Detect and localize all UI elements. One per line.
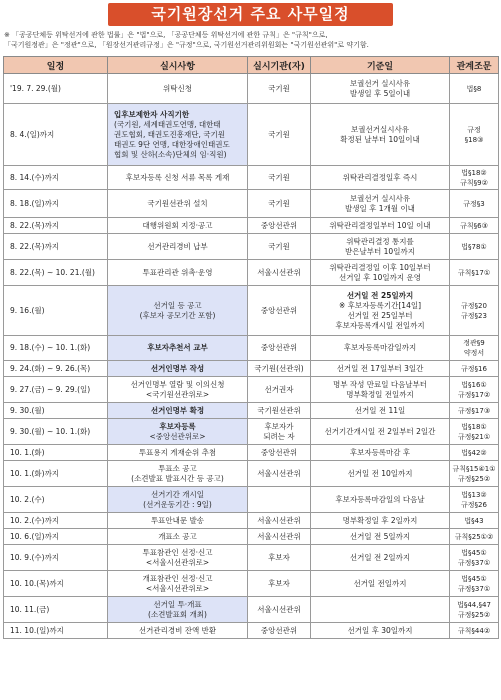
table-row xyxy=(4,286,499,336)
task-line: (국기원, 세계태권도연맹, 대한태 xyxy=(114,119,221,129)
task-line: (선거운동기간 : 9일) xyxy=(143,499,212,509)
agency-line: 서울시선관위 xyxy=(257,531,301,541)
law-line: 규정§25② xyxy=(457,474,491,483)
law-line: 규칙§44② xyxy=(457,626,491,635)
basis-line: 후보자등록개시일 전일까지 xyxy=(335,320,425,330)
law-line: 법§8 xyxy=(466,84,482,93)
law-line: 규정§26 xyxy=(461,500,487,509)
agency-line: 중앙선관위 xyxy=(260,625,298,635)
task-line: 투표용지 게재순위 추첨 xyxy=(138,447,217,457)
schedule-date: 8. 22.(목) ~ 10. 21.(월) xyxy=(4,260,108,286)
task-line: 태권도 9단 연맹, 대한장애인태권도 xyxy=(114,139,230,149)
task-line: 투표안내문 발송 xyxy=(150,515,205,525)
schedule-task xyxy=(108,260,248,286)
note-line: ※ 「공공단체등 위탁선거에 관한 법률」은 "법"으로, 「공공단체등 위탁선거에 관한 규칙」은 "규칙"으로, xyxy=(4,31,328,39)
basis-line: 선거일 후 10일까지 운영 xyxy=(339,272,421,282)
basis-line: 선거일 전 17일부터 3일간 xyxy=(336,363,424,373)
basis-line: 명부확정일 후 2일까지 xyxy=(342,515,418,525)
schedule-agency xyxy=(248,419,311,445)
table-row xyxy=(4,545,499,571)
task-line: 권도협회, 태권도진흥재단, 국기원 xyxy=(114,129,225,139)
schedule-agency xyxy=(248,74,311,104)
schedule-agency xyxy=(248,445,311,461)
table-row xyxy=(4,529,499,545)
schedule-date: 8. 22.(목)까지 xyxy=(4,234,108,260)
task-line: 후보자등록 신청 서류 목록 게재 xyxy=(125,172,230,182)
schedule-task xyxy=(108,529,248,545)
table-row xyxy=(4,166,499,190)
schedule-basis xyxy=(311,597,450,623)
schedule-law xyxy=(450,286,499,336)
basis-line: 후보자등록마감일의 다음날 xyxy=(335,494,425,504)
task-line: 후보자등록 xyxy=(159,421,196,431)
basis-line: 선거일 전 5일까지 xyxy=(349,531,411,541)
law-line: 규칙§9② xyxy=(460,178,488,187)
basis-line: 위탁관리결정 통지를 xyxy=(346,236,414,246)
schedule-basis xyxy=(311,260,450,286)
schedule-law xyxy=(450,597,499,623)
schedule-agency xyxy=(248,234,311,260)
task-line: 선거인명부 확정 xyxy=(150,405,205,415)
schedule-agency xyxy=(248,377,311,403)
schedule-basis xyxy=(311,190,450,218)
schedule-date: 8. 4.(일)까지 xyxy=(4,104,108,166)
basis-line: 위탁관리결정일 이후 10일부터 xyxy=(329,262,431,272)
schedule-basis xyxy=(311,336,450,361)
schedule-law xyxy=(450,336,499,361)
schedule-basis xyxy=(311,403,450,419)
law-line: 규정§17② xyxy=(457,390,491,399)
schedule-basis xyxy=(311,513,450,529)
agency-line: 국기원 xyxy=(268,83,290,93)
schedule-date: 9. 24.(화) ~ 9. 26.(목) xyxy=(4,361,108,377)
schedule-agency xyxy=(248,461,311,487)
table-row xyxy=(4,190,499,218)
basis-line: 발생일 후 1개월 이내 xyxy=(345,203,415,213)
schedule-task xyxy=(108,545,248,571)
task-line: 협회 및 산하(소속)단체의 임·직원) xyxy=(114,149,227,159)
schedule-agency xyxy=(248,260,311,286)
basis-line: 선거일 전 2일까지 xyxy=(349,552,411,562)
law-line: 법§18① xyxy=(461,422,487,431)
schedule-law xyxy=(450,445,499,461)
schedule-basis xyxy=(311,571,450,597)
schedule-law xyxy=(450,545,499,571)
table-row xyxy=(4,361,499,377)
schedule-law xyxy=(450,529,499,545)
task-line: 후보자추천서 교부 xyxy=(147,343,208,352)
task-line: 입후보제한자 사직기한 xyxy=(114,109,190,119)
agency-line: 되려는 자 xyxy=(263,431,295,441)
schedule-date: 8. 18.(일)까지 xyxy=(4,190,108,218)
table-row xyxy=(4,461,499,487)
agency-line: 국기원 xyxy=(268,198,290,208)
task-line: 투표관리관 위촉·운영 xyxy=(142,267,213,277)
basis-line: 발생일 후 5일이내 xyxy=(349,88,411,98)
law-line: 법§13② xyxy=(461,490,487,499)
schedule-basis xyxy=(311,545,450,571)
schedule-basis xyxy=(311,218,450,234)
schedule-task xyxy=(108,361,248,377)
table-row xyxy=(4,487,499,513)
basis-line: 선거일 전 10일까지 xyxy=(347,468,413,478)
task-line: 선거관리경비 납부 xyxy=(147,241,208,251)
agency-line: 서울시선관위 xyxy=(257,604,301,614)
agency-line: 중앙선관위 xyxy=(260,343,298,352)
basis-line: 선거기간개시일 전 2일부터 2일간 xyxy=(324,426,436,436)
schedule-basis xyxy=(311,445,450,461)
law-line: 법§45① xyxy=(461,574,487,583)
schedule-law xyxy=(450,377,499,403)
basis-line: ※ 후보자등록기간[14일] xyxy=(338,300,422,310)
law-line: 법§18② xyxy=(461,168,487,177)
basis-line: 보궐선거실시사유 xyxy=(351,124,409,134)
table-row xyxy=(4,445,499,461)
schedule-basis xyxy=(311,286,450,336)
basis-line: 명부 작성 만료일 다음날부터 xyxy=(332,379,428,389)
law-line: §18③ xyxy=(464,135,484,144)
schedule-basis xyxy=(311,104,450,166)
schedule-law xyxy=(450,623,499,639)
schedule-law xyxy=(450,190,499,218)
column-header-task: 실시사항 xyxy=(108,57,248,74)
task-line: 선거관리경비 잔액 반환 xyxy=(138,625,217,635)
schedule-date: 10. 11.(금) xyxy=(4,597,108,623)
schedule-law xyxy=(450,218,499,234)
column-header-law: 관계조문 xyxy=(450,57,499,74)
schedule-law xyxy=(450,234,499,260)
schedule-agency xyxy=(248,104,311,166)
law-line: 규정§3 xyxy=(463,199,485,208)
column-header-agency: 실시기관(자) xyxy=(248,57,311,74)
schedule-task xyxy=(108,104,248,166)
schedule-task xyxy=(108,377,248,403)
table-row xyxy=(4,218,499,234)
basis-line: 위탁관리결정일후 즉시 xyxy=(342,172,418,182)
table-row xyxy=(4,336,499,361)
schedule-basis xyxy=(311,419,450,445)
basis-line: 선거일 전일까지 xyxy=(353,578,407,588)
law-line: 법§43 xyxy=(464,516,484,525)
schedule-agency xyxy=(248,487,311,513)
basis-line: 확정된 날부터 10일이내 xyxy=(340,134,420,144)
schedule-date: 10. 1.(화)까지 xyxy=(4,461,108,487)
schedule-law xyxy=(450,419,499,445)
agency-line: 국기원 xyxy=(268,172,290,182)
task-line: 선거일 투·개표 xyxy=(153,599,202,609)
schedule-date: 10. 1.(화) xyxy=(4,445,108,461)
schedule-agency xyxy=(248,336,311,361)
schedule-task xyxy=(108,571,248,597)
table-row xyxy=(4,571,499,597)
agency-line: 중앙선관위 xyxy=(260,305,298,315)
schedule-task xyxy=(108,487,248,513)
law-line: 법§45① xyxy=(461,548,487,557)
schedule-law xyxy=(450,361,499,377)
task-line: <국기원선관위로> xyxy=(145,389,210,399)
schedule-task xyxy=(108,190,248,218)
schedule-basis xyxy=(311,166,450,190)
schedule-task xyxy=(108,513,248,529)
task-line: 개표소 공고 xyxy=(158,531,197,541)
schedule-task xyxy=(108,419,248,445)
schedule-law xyxy=(450,74,499,104)
table-row xyxy=(4,234,499,260)
schedule-law xyxy=(450,513,499,529)
task-line: 국기원선관위 설치 xyxy=(147,198,208,208)
schedule-agency xyxy=(248,529,311,545)
schedule-agency xyxy=(248,597,311,623)
schedule-date: 11. 10.(일)까지 xyxy=(4,623,108,639)
agency-line: 중앙선관위 xyxy=(260,220,298,230)
law-line: 규정 xyxy=(467,125,481,134)
schedule-agency xyxy=(248,623,311,639)
note-line: 「국기원정관」은 "정관"으로, 「원장선거관리규정」은 "규정"으로, 국기원선거관리위원회는 "국기원선관위"로 약기함. xyxy=(4,41,369,49)
column-header-basis: 기준일 xyxy=(311,57,450,74)
table-row xyxy=(4,377,499,403)
basis-line: 선거일 전 11일 xyxy=(354,405,406,415)
task-line: 선거인명부 작성 xyxy=(150,363,205,373)
schedule-date: 8. 14.(수)까지 xyxy=(4,166,108,190)
schedule-law xyxy=(450,571,499,597)
agency-line: 후보자 xyxy=(268,578,290,588)
schedule-law xyxy=(450,260,499,286)
basis-line: 명부확정일 전일까지 xyxy=(346,389,414,399)
schedule-task xyxy=(108,403,248,419)
law-line: 규정§20 xyxy=(461,301,487,310)
schedule-agency xyxy=(248,286,311,336)
law-line: 법§16① xyxy=(461,380,487,389)
schedule-task xyxy=(108,74,248,104)
table-row xyxy=(4,623,499,639)
law-line: 법§44,§47 xyxy=(457,600,491,609)
schedule-task xyxy=(108,445,248,461)
agency-line: 서울시선관위 xyxy=(257,515,301,525)
schedule-date: 8. 22.(목)까지 xyxy=(4,218,108,234)
schedule-basis xyxy=(311,529,450,545)
abbreviation-notes xyxy=(4,30,499,50)
basis-line: 선거일 전 25일부터 xyxy=(347,310,413,320)
task-line: <서울시선관위로> xyxy=(145,583,210,593)
agency-line: 서울시선관위 xyxy=(257,468,301,478)
law-line: 규정§37① xyxy=(457,558,491,567)
table-row xyxy=(4,403,499,419)
schedule-task xyxy=(108,623,248,639)
task-line: 선거인명부 열람 및 이의신청 xyxy=(130,379,225,389)
law-line: 규정§17③ xyxy=(457,406,491,415)
schedule-agency xyxy=(248,190,311,218)
basis-line: 위탁관리결정일부터 10일 이내 xyxy=(329,220,431,230)
table-row xyxy=(4,419,499,445)
schedule-date: '19. 7. 29.(월) xyxy=(4,74,108,104)
page-title: 국기원장선거 주요 사무일정 xyxy=(108,3,393,26)
schedule-task xyxy=(108,166,248,190)
schedule-agency xyxy=(248,218,311,234)
schedule-basis xyxy=(311,461,450,487)
law-line: 규정§16 xyxy=(461,364,487,373)
schedule-agency xyxy=(248,166,311,190)
schedule-date: 10. 6.(일)까지 xyxy=(4,529,108,545)
table-row xyxy=(4,74,499,104)
schedule-law xyxy=(450,403,499,419)
schedule-date: 9. 27.(금) ~ 9. 29.(일) xyxy=(4,377,108,403)
agency-line: 중앙선관위 xyxy=(260,447,298,457)
task-line: (소견발표 발표시간 등 공고) xyxy=(131,473,224,483)
basis-line: 보궐선거 실시사유 xyxy=(349,78,411,88)
schedule-law xyxy=(450,487,499,513)
column-header-date: 일정 xyxy=(4,57,108,74)
law-line: 약정서 xyxy=(463,349,485,357)
law-line: 규정§21① xyxy=(457,432,491,441)
schedule-agency xyxy=(248,571,311,597)
law-line: 법§78① xyxy=(461,242,487,251)
table-header-row xyxy=(4,57,499,74)
agency-line: 후보자 xyxy=(268,552,290,562)
agency-line: 국기원선관위 xyxy=(257,405,301,415)
schedule-agency xyxy=(248,545,311,571)
basis-line: 선거일 전 25일까지 xyxy=(346,290,414,300)
schedule-date: 9. 18.(수) ~ 10. 1.(화) xyxy=(4,336,108,361)
basis-line: 후보자등록마감 후 xyxy=(349,447,411,457)
schedule-task xyxy=(108,234,248,260)
law-line: 법§42② xyxy=(461,448,487,457)
law-line: 규정§25② xyxy=(457,610,491,619)
task-line: 개표참관인 선정·신고 xyxy=(142,573,213,583)
task-line: (소견발표회 개최) xyxy=(148,609,207,619)
basis-line: 후보자등록마감일까지 xyxy=(343,343,417,352)
schedule-basis xyxy=(311,234,450,260)
agency-line: 서울시선관위 xyxy=(257,267,301,277)
schedule-basis xyxy=(311,361,450,377)
schedule-date: 10. 2.(수) xyxy=(4,487,108,513)
schedule-date: 10. 10.(목)까지 xyxy=(4,571,108,597)
schedule-basis xyxy=(311,377,450,403)
schedule-task xyxy=(108,286,248,336)
law-line: 규정§37① xyxy=(457,584,491,593)
agency-line: 국기원 xyxy=(268,241,290,251)
schedule-agency xyxy=(248,403,311,419)
law-line: 규정§23 xyxy=(461,311,487,320)
basis-line: 선거일 후 30일까지 xyxy=(347,625,413,635)
law-line: 정관§9 xyxy=(463,339,485,347)
schedule-table xyxy=(3,56,499,639)
schedule-task xyxy=(108,218,248,234)
law-line: 규칙§6③ xyxy=(460,221,488,230)
law-line: 규칙§17① xyxy=(457,268,491,277)
schedule-task xyxy=(108,461,248,487)
schedule-agency xyxy=(248,513,311,529)
schedule-law xyxy=(450,166,499,190)
table-row xyxy=(4,513,499,529)
schedule-date: 9. 30.(월) ~ 10. 1.(화) xyxy=(4,419,108,445)
basis-line: 보궐선거 실시사유 xyxy=(349,193,411,203)
table-row xyxy=(4,260,499,286)
task-line: 투표참관인 선정·신고 xyxy=(142,547,213,557)
schedule-basis xyxy=(311,623,450,639)
table-row xyxy=(4,597,499,623)
schedule-date: 10. 2.(수)까지 xyxy=(4,513,108,529)
task-line: 위탁신청 xyxy=(163,83,192,93)
schedule-task xyxy=(108,336,248,361)
basis-line: 받은날부터 10일까지 xyxy=(345,246,415,256)
task-line: 투표소 공고 xyxy=(158,463,197,473)
task-line: <중앙선관위로> xyxy=(149,431,206,441)
schedule-date: 9. 16.(월) xyxy=(4,286,108,336)
schedule-task xyxy=(108,597,248,623)
law-line: 규칙§15④1① xyxy=(452,464,496,473)
agency-line: 국기원(선관위) xyxy=(254,363,304,373)
schedule-law xyxy=(450,461,499,487)
schedule-date: 10. 9.(수)까지 xyxy=(4,545,108,571)
task-line: 선거기간 개시일 xyxy=(150,489,205,499)
task-line: 대행위원회 지정·공고 xyxy=(142,220,213,230)
schedule-basis xyxy=(311,487,450,513)
law-line: 규칙§25①② xyxy=(454,532,494,541)
schedule-basis xyxy=(311,74,450,104)
schedule-agency xyxy=(248,361,311,377)
schedule-law xyxy=(450,104,499,166)
agency-line: 후보자가 xyxy=(264,421,294,431)
agency-line: 선거권자 xyxy=(264,384,294,394)
task-line: 선거일 등 공고 xyxy=(153,300,202,310)
task-line: (후보자 공모기간 포함) xyxy=(139,310,216,320)
schedule-date: 9. 30.(월) xyxy=(4,403,108,419)
agency-line: 국기원 xyxy=(268,129,290,139)
table-row xyxy=(4,104,499,166)
schedule-rows xyxy=(4,74,499,639)
task-line: <서울시선관위로> xyxy=(145,557,210,567)
